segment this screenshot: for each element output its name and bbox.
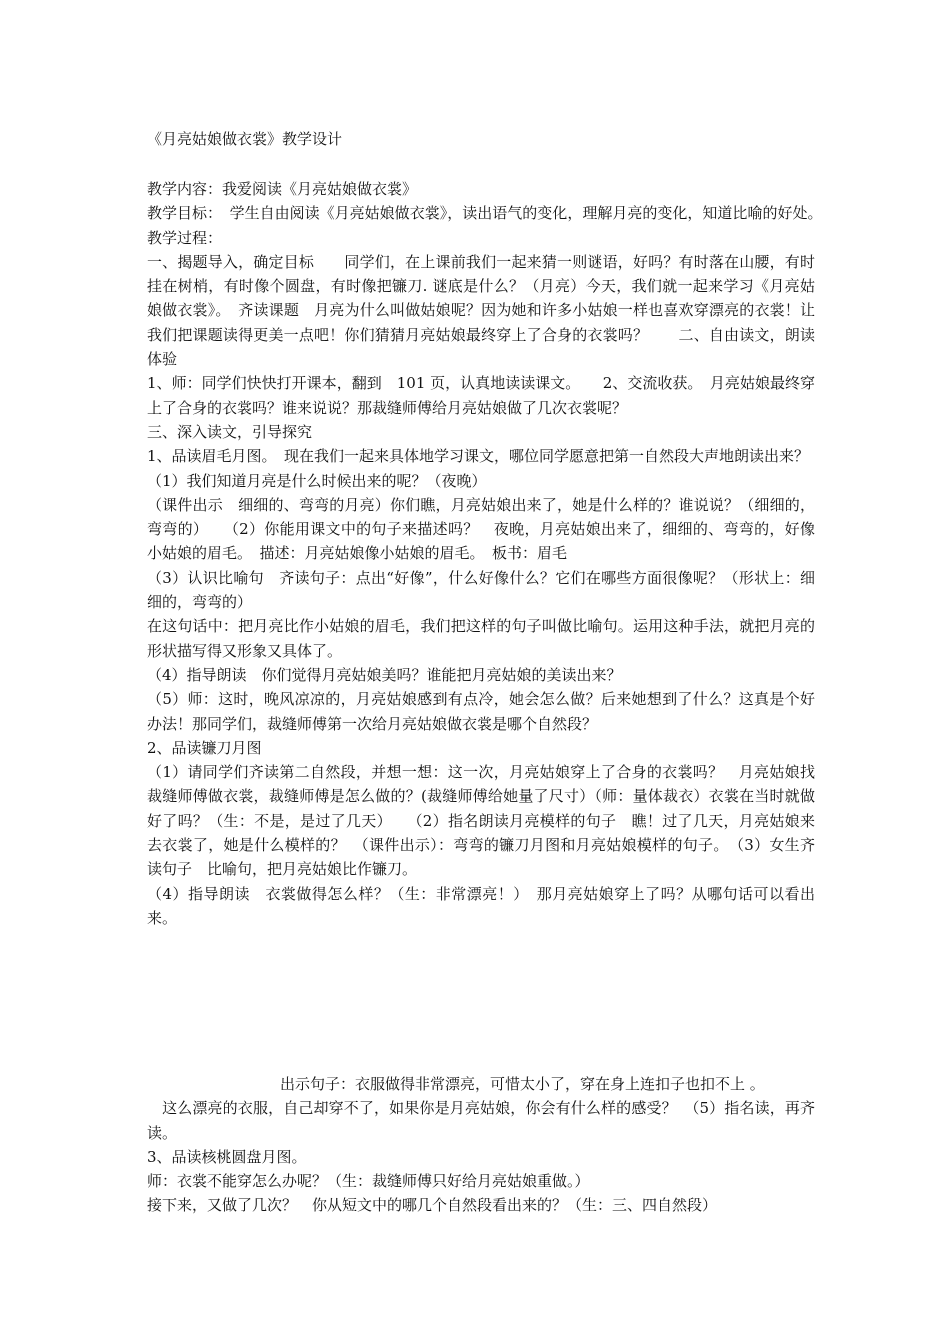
paragraph-teaching-content: 教学内容：我爱阅读《月亮姑娘做衣裳》 (147, 180, 418, 198)
paragraph-teaching-goal: 教学目标： 学生自由阅读《月亮姑娘做衣裳》，读出语气的变化，理解月亮的变化，知道比喻的好处。 教学过程： (147, 204, 846, 247)
paragraph-courseware-1: （课件出示 细细的、弯弯的月亮）你们瞧，月亮姑娘出来了，她是什么样的？谁说说？（细细的，弯弯的） （2）你能用课文中的句子来描述吗？ 夜晚，月亮姑娘出来了，细细的、弯弯的，好像小姑娘的眉毛。 描述：月亮姑娘像小姑娘的眉毛。 板书：眉毛 (147, 495, 815, 563)
paragraph-question-1: （1）我们知道月亮是什么时候出来的呢？（夜晚） (147, 471, 487, 490)
section-heading-walnut-moon: 3、品读核桃圆盘月图。 (147, 1147, 307, 1166)
section-heading-sickle-moon: 2、品读镰刀月图 (147, 738, 262, 757)
paragraph-guided-reading: （4）指导朗读 你们觉得月亮姑娘美吗？谁能把月亮姑娘的美读出来？ (147, 665, 622, 684)
paragraph-second-section: （1）请同学们齐读第二自然段，并想一想：这一次，月亮姑娘穿上了合身的衣裳吗？ 月亮姑娘找裁缝师傅做衣裳，裁缝师傅是怎么做的？(裁缝师傅给她量了尺寸）（师：量体裁衣）衣裳在当时就做好了吗？（生：不是，是过了几天） （2）指名朗读月亮模样的句子 瞧！过了几天，月亮姑娘来去衣裳了，她是什么模样的？ （课件出示）：弯弯的镰刀月图和月亮姑娘模样的句子。 （3）女生齐读句子 比喻句，把月亮姑娘比作镰刀。 (147, 763, 815, 879)
paragraph-open-book: 1、师：同学们快快打开课本，翻到 101 页，认真地读读课文。 2、交流收获。 月亮姑娘最终穿上了合身的衣裳吗？谁来说说？那裁缝师傅给月亮姑娘做了几次衣裳呢？ (147, 374, 815, 417)
paragraph-teacher-5: （5）师：这时，晚风凉凉的，月亮姑娘感到有点冷，她会怎么做？后来她想到了什么？这真是个好办法！那同学们，裁缝师傅第一次给月亮姑娘做衣裳是哪个自然段？ (147, 690, 815, 733)
paragraph-simile: （3）认识比喻句 齐读句子：点出“好像”，什么好像什么？它们在哪些方面很像呢？（形状上：细细的，弯弯的） (147, 568, 815, 612)
paragraph-simile-explain: 在这句话中：把月亮比作小姑娘的眉毛，我们把这样的句子叫做比喻句。运用这种手法，就把月亮的形状描写得又形象又具体了。 (147, 617, 815, 660)
paragraph-intro: 一、揭题导入，确定目标 同学们，在上课前我们一起来猜一则谜语，好吗？有时落在山腰，有时挂在树梢，有时像个圆盘，有时像把镰刀. 谜底是什么？（月亮）今天，我们就一起来学习《月亮姑娘做衣裳》。 齐读课题 月亮为什么叫做姑娘呢？因为她和许多小姑娘一样也喜欢穿漂亮的衣裳！让我们把课题读得更美一点吧！你们猜猜月亮姑娘最终穿上了合身的衣裳吗？ 二、自由读文，朗读体验 (147, 252, 815, 369)
paragraph-how-many-times: 接下来，又做了几次？ 你从短文中的哪几个自然段看出来的？（生：三、四自然段） (147, 1196, 718, 1215)
paragraph-guided-reading-2: （4）指导朗读 衣裳做得怎么样？（生：非常漂亮！） 那月亮姑娘穿上了吗？从哪句话可以看出来。 (147, 884, 815, 927)
paragraph-teacher-remake: 师：衣裳不能穿怎么办呢？（生：裁缝师傅只好给月亮姑娘重做。） (147, 1172, 590, 1191)
lesson-plan-continued (147, 1072, 815, 1218)
paragraph-show-sentence: 出示句子：衣服做得非常漂亮，可惜太小了，穿在身上连扣子也扣不上 。 (280, 1075, 765, 1093)
lesson-plan-body (147, 177, 846, 930)
paragraph-eyebrow-moon: 1、品读眉毛月图。 现在我们一起来具体地学习课文，哪位同学愿意把第一自然段大声地朗读出来？ (147, 447, 810, 466)
document-title: 《月亮姑娘做衣裳》教学设计 (147, 130, 343, 148)
section-heading-deep-read: 三、深入读文，引导探究 (147, 422, 313, 441)
paragraph-feeling: 这么漂亮的衣服，自己却穿不了，如果你是月亮姑娘，你会有什么样的感受？ （5）指名读，再齐读。 (147, 1099, 815, 1142)
